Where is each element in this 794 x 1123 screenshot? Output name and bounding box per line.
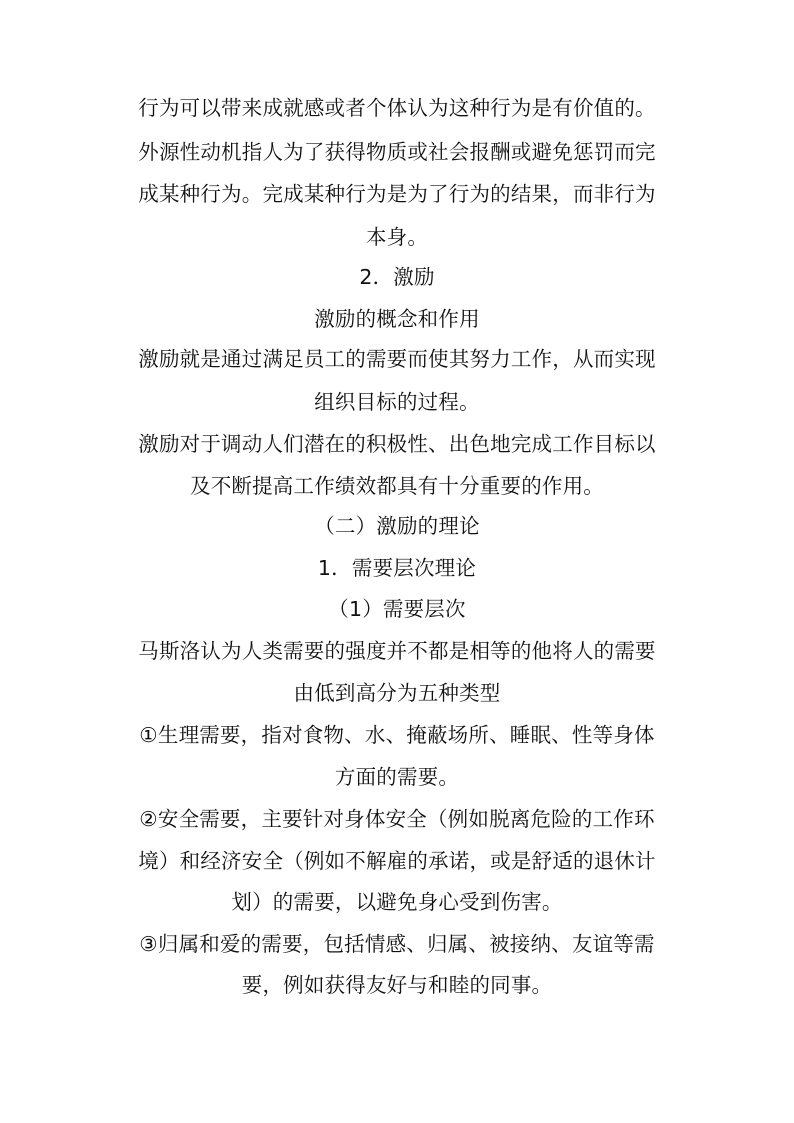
list-item: ②安全需要，主要针对身体安全（例如脱离危险的工作环 — [139, 807, 655, 831]
text-line: 外源性动机指人为了获得物质或社会报酬或避免惩罚而完 — [138, 140, 656, 164]
list-item: ③归属和爱的需要，包括情感、归属、被接纳、友谊等需 — [139, 932, 655, 956]
text-line: 行为可以带来成就感或者个体认为这种行为是有价值的。 — [138, 96, 656, 120]
text-line: 马斯洛认为人类需要的强度并不都是相等的他将人的需要 — [138, 639, 656, 663]
subsection-heading: 激励的概念和作用 — [314, 307, 480, 331]
text-line: 及不断提高工作绩效都具有十分重要的作用。 — [190, 474, 604, 498]
text-line: 本身。 — [365, 225, 429, 249]
list-item: 方面的需要。 — [334, 765, 460, 789]
subsection-heading: （1）需要层次 — [328, 597, 466, 621]
text-line: 由低到高分为五种类型 — [293, 681, 501, 705]
text-line: 激励就是通过满足员工的需要而使其努力工作，从而实现 — [138, 347, 656, 371]
list-item: 要，例如获得友好与和睦的同事。 — [241, 973, 553, 997]
text-line: 组织目标的过程。 — [314, 390, 480, 414]
list-item: ①生理需要，指对食物、水、掩蔽场所、睡眠、性等身体 — [139, 723, 655, 747]
list-item: 境）和经济安全（例如不解雇的承诺，或是舒适的退休计 — [138, 849, 656, 873]
section-heading: 1．需要层次理论 — [317, 556, 477, 580]
section-heading: （二）激励的理论 — [314, 514, 480, 538]
list-item: 划）的需要，以避免身心受到伤害。 — [231, 890, 563, 914]
text-line: 成某种行为。完成某种行为是为了行为的结果，而非行为 — [138, 182, 656, 206]
text-line: 激励对于调动人们潜在的积极性、出色地完成工作目标以 — [138, 432, 656, 456]
section-heading: 2．激励 — [359, 265, 435, 289]
